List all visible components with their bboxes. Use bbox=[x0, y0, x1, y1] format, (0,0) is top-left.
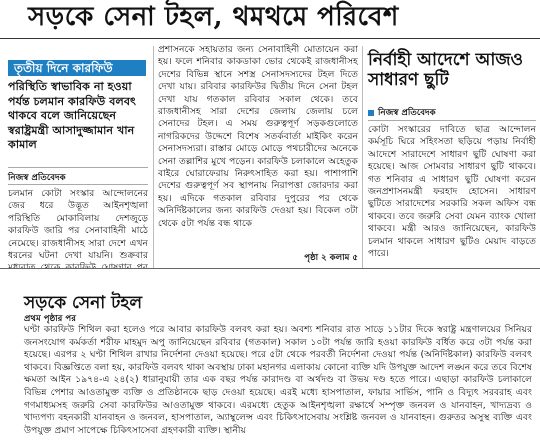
bottom-headline: সড়কে সেনা টহল bbox=[24, 293, 142, 313]
middle-body: প্রশাসনকে সহায়তার জন্য সেনাবাহিনী মোতায়েন করা হয়। ফলে শনিবার কাকডাকা ভোর থেকেই রাজধানীসহ দেশের বিভিন্ন স্থানে সশস্ত্র সেনাসদস্যদের টহল দিতে দেখা যায়। রবিবার কারফিউর দ্বিতীয় দিনে সেনা টহল দেখা যায় গতকাল রবিবার সকাল থেকে। তবে রাজধানীসহ সারা দেশের জেলায় জেলায় চলে সেনাদের টহল। এ সময় গুরুত্বপূর্ণ সড়কগুলোতে নাগরিকদের উদ্দেশে বিশেষ সতর্কবার্তা মাইকিং করেন সেনাসদস্যরা। রাস্তার মোড়ে মোড়ে পথচারীদের অনেকে সেনা তল্লাশির মুখে পড়েন। কারফিউ চলাকালে অহেতুক বাইরে ঘোরাফেরায় নিরুৎসাহিত করা হয়। পাশাপাশি দেশের গুরুত্বপূর্ণ সব স্থাপনায় নিরাপত্তা জোরদার করা হয়। এদিকে গতকাল রবিবার দুপুরের পর থেকে অনির্দিষ্টকালের জন্য কারফিউ দেওয়া হয়। বিকেল ৩টা থেকে ৫টা পর্যন্ত বন্ধ থাকে bbox=[158, 44, 358, 229]
section-label-bar bbox=[8, 60, 146, 76]
right-rule bbox=[368, 120, 536, 121]
main-headline: সড়কে সেনা টহল, থমথমে পরিবেশ bbox=[0, 0, 540, 38]
right-headline: নির্বাহী আদেশে আজও সাধারণ ছুটি bbox=[368, 50, 524, 90]
right-byline-row bbox=[368, 106, 536, 120]
section-label: তৃতীয় দিনে কারফিউ bbox=[14, 61, 113, 75]
right-body: কোটা সংস্কারের দাবিতে ছাত্র আন্দোলন কর্মসূচি ঘিরে সহিংসতা ছড়িয়ে পড়ায় নির্বাহী আদেশে সারাদেশে সাধারণ ছুটি ঘোষণা করা হয়েছে। আজ সোমবার সাধারণ ছুটি থাকবে। গত শনিবার এ সাধারণ ছুটি ঘোষণা করেন জনপ্রশাসনমন্ত্রী ফরহাদ হোসেন। সাধারণ ছুটিতে সারাদেশের সরকারি সকল অফিস বন্ধ থাকবে। তবে জরুরি সেবা যেমন ব্যাংক খোলা থাকবে। মন্ত্রী আরও জানিয়েছেন, কারফিউ চলমান থাকলে সাধারণ ছুটিও মেয়াদ বাড়তে পারে। bbox=[368, 124, 536, 260]
left-body: চলমান কোটা সংস্কার আন্দোলনের জের ধরে উদ্ভূত আইনশৃঙ্খলা পরিস্থিতি মোকাবিলায় দেশজুড়ে কারফিউ জারি পর সেনাবাহিনী মাঠে নেমেছে। রাজধানীসহ সারা দেশে এখন ধরনের ঘটনা দেখা যায়নি। শুক্রবার bbox=[8, 188, 148, 262]
left-byline: নিজস্ব প্রতিবেদক bbox=[8, 173, 66, 183]
col-divider-2 bbox=[362, 46, 363, 268]
col-divider-1 bbox=[153, 46, 154, 268]
headline-divider bbox=[0, 38, 540, 39]
right-byline: নিজস্ব প্রতিবেদক bbox=[378, 108, 436, 118]
left-summary: পরিস্থিতি স্বাভাবিক না হওয়া পর্যন্ত চলমান কারফিউ বলবৎ থাকবে বলে জানিয়েছেন স্বরাষ্ট্রমন্ত্রী আসাদুজ্জামান খান কামাল bbox=[8, 80, 137, 151]
left-rule-2 bbox=[8, 184, 148, 185]
bottom-body: ঘণ্টা কারফিউ শিথিল করা হলেও পরে আবার কারফিউ বলবৎ করা হয়। অবশ্য শনিবার রাত সাড়ে ১১টার দিকে স্বরাষ্ট্র মন্ত্রণালয়ের সিনিয়র জনসংযোগ কর্মকর্তা শরীফ মাহমুদ অপু জানিয়েছেন রবিবার (গতকাল) সকাল ১০টা পর্যন্ত জারি হওয়া কারফিউ বর্ধিত করে ৩টা পর্যন্ত করা হয়েছে। এরপর ২ ঘণ্টা শিথিল রাখার নির্দেশনা দেওয়া হয়েছে। পরে ৫টা থেকে পরবর্তী নির্দেশনা দেওয়া পর্যন্ত (অনির্দিষ্টকাল) কারফিউ বলবৎ থাকবে। বিজ্ঞপ্তিতে বলা হয়, কারফিউ বলবৎ থাকা অবস্থায় ঢাকা মহানগর এলাকায় কোনো ব্যক্তি যদি উপযুক্ত আদেশ লঙ্ঘন করে তবে বিশেষ ক্ষমতা আইন ১৯৭৪-এ ২৪(২) ধারানুযায়ী তার এক বছর পর্যন্ত কারাদণ্ড বা অর্থদণ্ড বা উভয় দণ্ড হতে পারে। এছাড়া কারফিউ চলাকালে বিভিন্ন পেশার আওতামুক্ত ব্যক্তি ও প্রতিষ্ঠানকে ছাড় দেওয়া হয়েছে। এরই মধ্যে হাসপাতাল, ফায়ার সার্ভিস, পানি ও বিদ্যুৎ সরবরাহ এবং গণমাধ্যমসহ জরুরি সেবা কারফিউর আওতামুক্ত থাকবে। এরমধ্যে হেতুক আইনশৃঙ্খলা রক্ষার্থে সম্পৃক্ত জনবল ও যানবাহন, খাদ্যদ্রব্য ও খাদ্যপণ্য বহনকারী যানবাহন ও জনবল, হাসপাতাল, অ্যাম্বুলেন্স এবং চিকিৎসাসেবায় সংশ্লিষ্ট জনবল ও যানবাহন। গুরুতর অসুস্থ ব্যক্তি এবং উপযুক্ত প্রমাণ সাপেক্ষে চিকিৎসাসেবা গ্রহণকারী ব্যক্তি। স্থানীয় bbox=[24, 324, 532, 436]
page-gap bbox=[0, 268, 540, 287]
bullet-icon bbox=[368, 110, 374, 116]
bottom-byline: প্রথম পৃষ্ঠার পর bbox=[24, 314, 76, 324]
left-rule-1 bbox=[8, 167, 148, 168]
middle-continued: পৃষ্ঠা ২ কলাম ৫ bbox=[304, 253, 358, 263]
